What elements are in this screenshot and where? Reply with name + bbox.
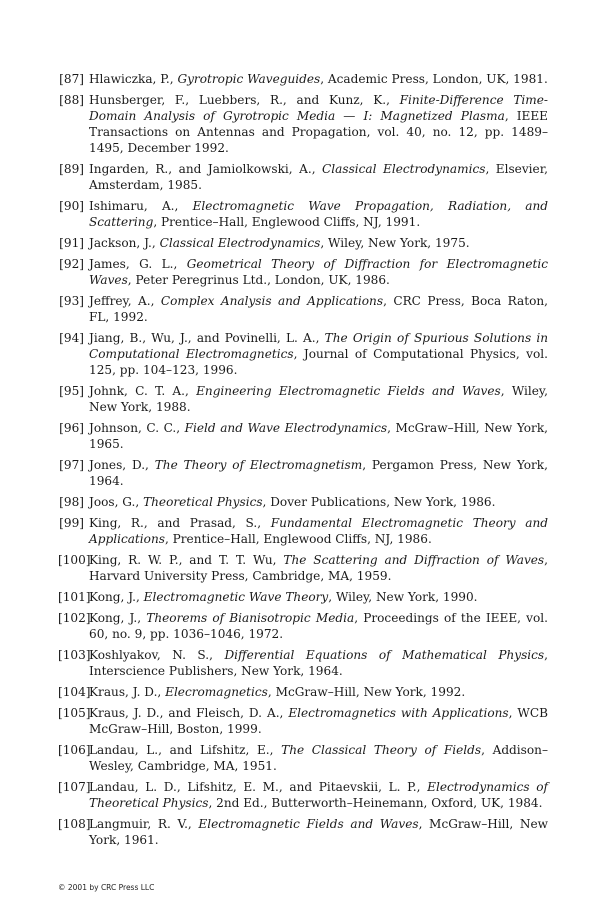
reference-text	[89, 71, 548, 87]
reference-authors: Joos, G.,	[89, 495, 144, 509]
reference-text	[89, 779, 548, 811]
reference-details: , McGraw–Hill, New York, 1965.	[89, 421, 548, 451]
reference-number: [93]	[59, 294, 84, 308]
reference-details: , Academic Press, London, UK, 1981.	[320, 72, 548, 86]
reference-text	[89, 610, 548, 642]
reference-title: The Origin of Spurious Solutions in Computational Electromagnetics	[89, 331, 548, 361]
reference-number: [94]	[59, 331, 84, 345]
reference-text	[89, 647, 548, 679]
reference-details: , Pergamon Press, New York, 1964.	[89, 458, 548, 488]
reference-entry	[58, 457, 548, 489]
reference-entry	[58, 198, 548, 230]
reference-number: [100]	[58, 553, 91, 567]
reference-details: , Harvard University Press, Cambridge, MA, 1959.	[89, 553, 548, 583]
reference-text	[89, 816, 548, 848]
reference-entry	[58, 92, 548, 156]
reference-entry	[58, 161, 548, 193]
reference-title: Theorems of Bianisotropic Media	[146, 611, 355, 625]
reference-title: Electrodynamics of Theoretical Physics	[89, 780, 548, 810]
reference-details: , Wiley, New York, 1990.	[328, 590, 478, 604]
reference-title: Electromagnetics with Applications	[288, 706, 509, 720]
reference-authors: Kraus, J. D.,	[89, 685, 166, 699]
reference-number: [92]	[59, 257, 84, 271]
reference-number: [90]	[59, 199, 84, 213]
reference-entry	[58, 515, 548, 547]
reference-title: Complex Analysis and Applications	[160, 294, 384, 308]
reference-text	[89, 552, 548, 584]
reference-number: [95]	[59, 384, 84, 398]
reference-text	[89, 457, 548, 489]
reference-title: Electromagnetic Wave Theory	[143, 590, 329, 604]
reference-details: , Prentice–Hall, Englewood Cliffs, NJ, 1991.	[153, 215, 421, 229]
reference-title: Geometrical Theory of Diffraction for Electromagnetic Waves	[89, 257, 549, 287]
reference-entry	[58, 589, 548, 605]
copyright-footer: © 2001 by CRC Press LLC	[58, 883, 155, 892]
reference-number: [108]	[58, 817, 91, 831]
reference-text	[89, 256, 548, 288]
reference-number: [105]	[58, 706, 91, 720]
reference-entry	[58, 256, 548, 288]
reference-entry	[58, 494, 548, 510]
reference-details: , Elsevier, Amsterdam, 1985.	[89, 162, 548, 192]
reference-list	[58, 71, 548, 853]
reference-title: The Classical Theory of Fields	[281, 743, 482, 757]
reference-details: , McGraw–Hill, New York, 1961.	[89, 817, 549, 847]
reference-text	[89, 494, 548, 510]
reference-authors: Koshlyakov, N. S.,	[89, 648, 225, 662]
reference-text	[89, 161, 548, 193]
reference-number: [99]	[59, 516, 84, 530]
reference-title: Theoretical Physics	[143, 495, 263, 509]
reference-authors: Kraus, J. D., and Fleisch, D. A.,	[89, 706, 289, 720]
reference-authors: Ishimaru, A.,	[89, 199, 193, 213]
reference-entry	[58, 71, 548, 87]
reference-number: [107]	[58, 780, 91, 794]
reference-entry	[58, 383, 548, 415]
reference-details: , Prentice–Hall, Englewood Cliffs, NJ, 1986.	[164, 532, 432, 546]
reference-authors: Hunsberger, F., Luebbers, R., and Kunz, K.,	[89, 93, 400, 107]
reference-title: Gyrotropic Waveguides	[177, 72, 321, 86]
reference-number: [104]	[58, 685, 91, 699]
reference-details: , Peter Peregrinus Ltd., London, UK, 1986.	[127, 273, 390, 287]
reference-number: [91]	[59, 236, 84, 250]
reference-number: [106]	[58, 743, 91, 757]
reference-details: , 2nd Ed., Butterworth–Heinemann, Oxford, UK, 1984.	[208, 796, 543, 810]
reference-text	[89, 420, 548, 452]
reference-authors: Hlawiczka, P.,	[89, 72, 178, 86]
reference-authors: Jackson, J.,	[89, 236, 160, 250]
reference-number: [89]	[59, 162, 84, 176]
reference-authors: Landau, L. D., Lifshitz, E. M., and Pitaevskii, L. P.,	[89, 780, 428, 794]
reference-title: Fundamental Electromagnetic Theory and Applications	[89, 516, 548, 546]
reference-text	[89, 705, 548, 737]
reference-title: The Scattering and Diffraction of Waves	[283, 553, 545, 567]
reference-title: Field and Wave Electrodynamics	[184, 421, 388, 435]
reference-entry	[58, 235, 548, 251]
reference-authors: Jiang, B., Wu, J., and Povinelli, L. A.,	[89, 331, 325, 345]
reference-text	[89, 235, 548, 251]
reference-authors: Jones, D.,	[89, 458, 155, 472]
reference-entry	[58, 330, 548, 378]
reference-text	[89, 383, 548, 415]
reference-entry	[58, 779, 548, 811]
reference-authors: Jeffrey, A.,	[89, 294, 161, 308]
reference-title: The Theory of Electromagnetism	[154, 458, 363, 472]
reference-entry	[58, 705, 548, 737]
reference-number: [87]	[59, 72, 84, 86]
reference-title: Elecromagnetics	[165, 685, 268, 699]
reference-text	[89, 589, 548, 605]
reference-number: [88]	[59, 93, 84, 107]
reference-number: [103]	[58, 648, 91, 662]
reference-details: , McGraw–Hill, New York, 1992.	[267, 685, 466, 699]
reference-text	[89, 330, 548, 378]
reference-authors: Langmuir, R. V.,	[89, 817, 199, 831]
reference-authors: Ingarden, R., and Jamiolkowski, A.,	[89, 162, 323, 176]
reference-authors: Johnson, C. C.,	[89, 421, 185, 435]
reference-title: Differential Equations of Mathematical Physics	[224, 648, 545, 662]
reference-text	[89, 515, 548, 547]
reference-entry	[58, 610, 548, 642]
reference-details: , Proceedings of the IEEE, vol. 60, no. 9, pp. 1036–1046, 1972.	[89, 611, 548, 641]
reference-details: , Addison–Wesley, Cambridge, MA, 1951.	[89, 743, 548, 773]
reference-number: [98]	[59, 495, 84, 509]
reference-details: , Dover Publications, New York, 1986.	[262, 495, 496, 509]
reference-text	[89, 92, 548, 156]
reference-details: , CRC Press, Boca Raton, FL, 1992.	[89, 294, 548, 324]
reference-title: Engineering Electromagnetic Fields and Waves	[196, 384, 501, 398]
reference-text	[89, 684, 548, 700]
reference-details: , Interscience Publishers, New York, 1964.	[89, 648, 549, 678]
reference-entry	[58, 552, 548, 584]
reference-number: [97]	[59, 458, 84, 472]
reference-title: Classical Electrodynamics	[322, 162, 486, 176]
reference-authors: James, G. L.,	[89, 257, 187, 271]
reference-entry	[58, 420, 548, 452]
reference-authors: Johnk, C. T. A.,	[89, 384, 197, 398]
reference-entry	[58, 684, 548, 700]
reference-details: , Journal of Computational Physics, vol. 125, pp. 104–123, 1996.	[89, 347, 548, 377]
reference-entry	[58, 816, 548, 848]
reference-authors: Kong, J.,	[89, 590, 144, 604]
reference-details: , Wiley, New York, 1988.	[89, 384, 549, 414]
reference-authors: Landau, L., and Lifshitz, E.,	[89, 743, 282, 757]
reference-number: [102]	[58, 611, 91, 625]
reference-entry	[58, 293, 548, 325]
reference-text	[89, 198, 548, 230]
reference-title: Electromagnetic Wave Propagation, Radiation, and Scattering	[89, 199, 548, 229]
reference-authors: King, R. W. P., and T. T. Wu,	[89, 553, 284, 567]
reference-authors: Kong, J.,	[89, 611, 147, 625]
reference-details: , Wiley, New York, 1975.	[320, 236, 470, 250]
reference-authors: King, R., and Prasad, S.,	[89, 516, 271, 530]
reference-title: Electromagnetic Fields and Waves	[198, 817, 419, 831]
reference-entry	[58, 742, 548, 774]
reference-number: [96]	[59, 421, 84, 435]
reference-text	[89, 742, 548, 774]
reference-number: [101]	[58, 590, 91, 604]
reference-text	[89, 293, 548, 325]
reference-title: Classical Electrodynamics	[159, 236, 321, 250]
reference-entry	[58, 647, 548, 679]
reference-details: , WCB McGraw–Hill, Boston, 1999.	[89, 706, 548, 736]
reference-title: Finite-Difference Time-Domain Analysis of Gyrotropic Media — I: Magnetized Plasma	[89, 93, 548, 123]
reference-details: , IEEE Transactions on Antennas and Propagation, vol. 40, no. 12, pp. 1489–1495, December 1992.	[89, 109, 548, 155]
